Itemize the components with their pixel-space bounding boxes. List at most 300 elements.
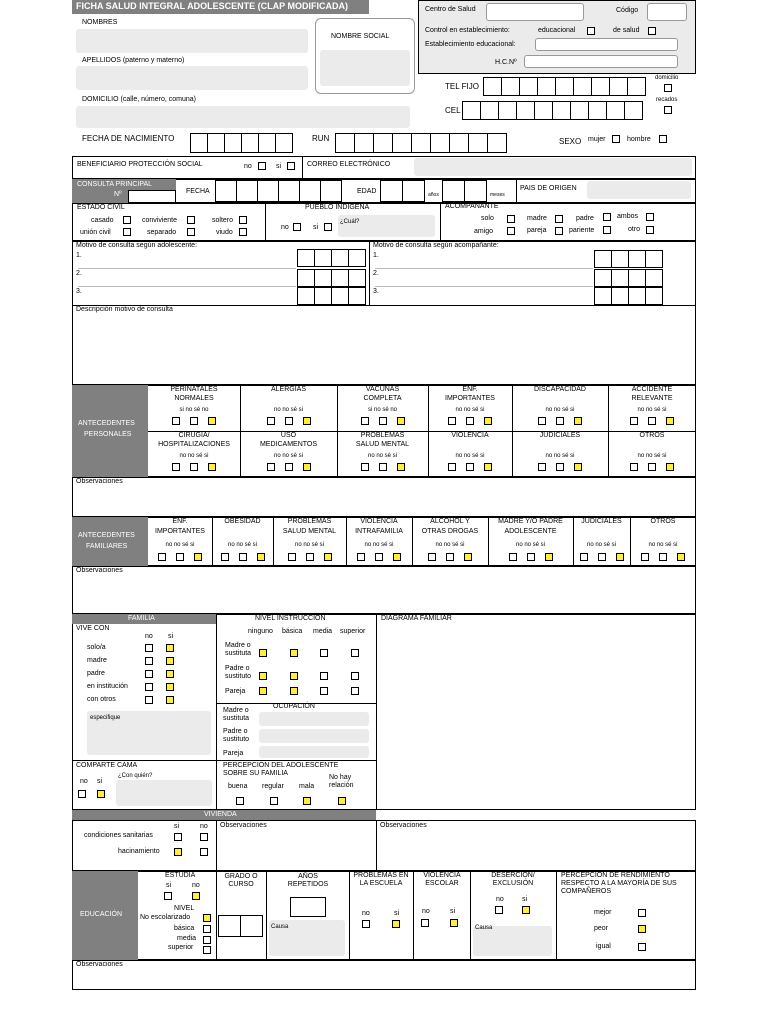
ap-item-2-subtitle: COMPLETA: [363, 395, 402, 402]
sexo-label: SEXO: [559, 137, 582, 146]
educacional-label: educacional: [538, 27, 576, 34]
ap-item-9-option-0-checkbox[interactable]: [448, 463, 456, 471]
mujer-label: mujer: [588, 136, 606, 143]
ap-item-3-options: no no sé si: [455, 407, 485, 413]
control-label: Control en establecimiento:: [425, 27, 510, 34]
ap-item-5-subtitle: RELEVANTE: [631, 395, 673, 402]
acomp-otro-label: otro: [628, 226, 641, 233]
domicilio-field[interactable]: [76, 106, 410, 128]
vive-con-row-2-si-checkbox[interactable]: [166, 670, 174, 678]
hcn-label: H.C.Nº: [495, 59, 517, 66]
af-item-2-option-0-checkbox[interactable]: [288, 553, 296, 561]
acomp-madre-label: madre: [527, 215, 547, 222]
prob-no-label: no: [362, 910, 370, 917]
af-item-1-option-0-checkbox[interactable]: [221, 553, 229, 561]
af-item-7-option-0-checkbox[interactable]: [641, 553, 649, 561]
ap-item-4-option-0-checkbox[interactable]: [538, 417, 546, 425]
hacinamiento-label: hacinamiento: [118, 848, 160, 855]
ocup-padre-label: Padre o sustituto: [223, 728, 250, 743]
no-hay-label: No hay relación: [329, 774, 354, 789]
motivo-ad-1-code[interactable]: [297, 249, 367, 267]
hacinamiento-no-checkbox[interactable]: [200, 848, 208, 856]
ap-item-11-title: OTROS: [639, 432, 665, 439]
prob-si-checkbox[interactable]: [392, 920, 400, 928]
domicilio-small-label: domicilio: [655, 75, 679, 81]
af-item-0-title: ENF.: [172, 518, 188, 525]
familia-title: FAMILIA: [128, 615, 155, 622]
acomp-pareja-checkbox[interactable]: [555, 227, 563, 235]
ap-item-4-option-2-checkbox[interactable]: [574, 417, 582, 425]
ap-item-6-option-2-checkbox[interactable]: [208, 463, 216, 471]
pueblo-no-checkbox[interactable]: [293, 223, 301, 231]
padre-sustituto-label: Padre o sustituto: [225, 665, 252, 680]
af-item-5-option-1-checkbox[interactable]: [527, 553, 535, 561]
af-item-5-title: MADRE Y/O PADRE: [498, 518, 563, 525]
ocupacion-label: OCUPACIÓN: [273, 703, 315, 710]
casado-label: casado: [91, 217, 114, 224]
vive-con-row-3-no-checkbox[interactable]: [145, 683, 153, 691]
ap-item-3-option-1-checkbox[interactable]: [466, 417, 474, 425]
nombres-field[interactable]: [76, 29, 308, 53]
ap-item-1-option-0-checkbox[interactable]: [267, 417, 275, 425]
pueblo-no-label: no: [281, 224, 289, 231]
ap-item-11-options: no no sé si: [637, 453, 667, 459]
ap-item-1-option-2-checkbox[interactable]: [303, 417, 311, 425]
edu-basica-checkbox[interactable]: [203, 925, 211, 933]
nivel-media: media: [313, 628, 333, 635]
ap-item-3-subtitle: IMPORTANTES: [445, 395, 495, 402]
acomp-ambos-checkbox[interactable]: [646, 213, 654, 221]
ap-item-9-option-2-checkbox[interactable]: [484, 463, 492, 471]
ap-item-8-option-1-checkbox[interactable]: [379, 463, 387, 471]
acomp-padre-checkbox[interactable]: [603, 213, 611, 221]
af-item-0-option-2-checkbox[interactable]: [194, 553, 202, 561]
obs-educacion-label: Observaciones: [76, 961, 123, 968]
union-civil-label: unión civil: [80, 229, 111, 236]
viv-no-header: no: [200, 823, 208, 830]
af-item-2-subtitle: SALUD MENTAL: [282, 528, 337, 535]
fecha-field[interactable]: [215, 180, 345, 202]
motivo-ac-2-label: 2.: [373, 270, 379, 277]
af-item-6-title: JUDICIALES: [581, 518, 622, 525]
vive-con-row-1-si-checkbox[interactable]: [166, 657, 174, 665]
ap-item-7-options: no no sé si: [273, 453, 304, 459]
estado-civil-label: ESTADO CIVIL: [77, 204, 125, 211]
nivel-row-1-col-3-checkbox[interactable]: [351, 672, 359, 680]
regular-label: regular: [262, 783, 284, 790]
viol-si-checkbox[interactable]: [450, 919, 458, 927]
ap-item-3-option-0-checkbox[interactable]: [448, 417, 456, 425]
ap-item-5-option-1-checkbox[interactable]: [648, 417, 656, 425]
beneficiario-no-checkbox[interactable]: [258, 162, 266, 170]
percepcion-rend-label: PERCEPCIÓN DE RENDIMIENTO RESPECTO A LA MAYORÍA DE SUS COMPAÑEROS: [561, 872, 677, 895]
educacion-title: EDUCACIÓN: [80, 911, 123, 918]
acomp-madre-checkbox[interactable]: [555, 215, 563, 223]
motivo-ac-1-label: 1.: [373, 252, 379, 259]
nivel-row-0-col-2-checkbox[interactable]: [320, 649, 328, 657]
cel-label: CEL: [445, 106, 461, 115]
apellidos-label: APELLIDOS (paterno y materno): [82, 57, 185, 64]
condiciones-no-checkbox[interactable]: [200, 833, 208, 841]
vive-con-row-1-no-checkbox[interactable]: [145, 657, 153, 665]
recados-checkbox[interactable]: [664, 106, 672, 114]
af-item-1-options: no no sé si: [227, 542, 258, 548]
ap-item-7-option-2-checkbox[interactable]: [303, 463, 311, 471]
condiciones-label: condiciones sanitarias: [84, 832, 153, 839]
acomp-pariente-label: pariente: [569, 227, 595, 234]
af-item-4-option-1-checkbox[interactable]: [446, 553, 454, 561]
viudo-checkbox[interactable]: [239, 228, 247, 236]
edu-media-label: media: [177, 935, 197, 942]
af-item-3-subtitle: INTRAFAMILIA: [355, 528, 403, 535]
madre-sustituta-label: Madre o sustituta: [225, 642, 252, 657]
des-si-label: si: [522, 896, 528, 903]
prob-si-label: si: [394, 910, 400, 917]
apellidos-field[interactable]: [76, 66, 308, 90]
cama-no-checkbox[interactable]: [78, 790, 86, 798]
con-quien-field[interactable]: [116, 780, 212, 806]
af-item-1-option-1-checkbox[interactable]: [239, 553, 247, 561]
edu-media-checkbox[interactable]: [203, 936, 211, 944]
af-item-6-option-0-checkbox[interactable]: [580, 553, 588, 561]
acomp-pariente-checkbox[interactable]: [603, 226, 611, 234]
ap-item-4-title: DISCAPACIDAD: [534, 386, 586, 393]
nivel-row-0-col-1-checkbox[interactable]: [290, 649, 298, 657]
edu-basica-label: básica: [174, 925, 195, 932]
ap-item-0-option-2-checkbox[interactable]: [208, 417, 216, 425]
motivo-ad-2-code[interactable]: [297, 269, 367, 287]
vive-con-row-0-si-checkbox[interactable]: [166, 644, 174, 652]
beneficiario-si-checkbox[interactable]: [287, 162, 295, 170]
anos-repetidos-field[interactable]: [290, 897, 326, 917]
ap-item-10-option-0-checkbox[interactable]: [538, 463, 546, 471]
est-educacional-field[interactable]: [535, 38, 678, 51]
viol-no-label: no: [422, 908, 430, 915]
af-item-0-options: no no sé si: [165, 542, 195, 548]
edu-superior-label: superior: [168, 944, 194, 951]
no-escolarizado-label: No escolarizado: [140, 914, 191, 921]
mejor-label: mejor: [594, 909, 612, 916]
motivo-ad-3-label: 3.: [76, 288, 82, 295]
ap-item-9-title: VIOLENCIA: [451, 432, 489, 439]
cel-field[interactable]: [462, 101, 653, 120]
ap-item-6-title: CIRUGIA/: [178, 432, 210, 439]
nivel-row-1-col-0-checkbox[interactable]: [259, 672, 267, 680]
nivel-row-2-col-1-checkbox[interactable]: [290, 687, 298, 695]
ap-item-3-title: ENF.: [462, 386, 478, 393]
vive-con-label: VIVE CON: [76, 625, 110, 632]
ap-item-5-option-0-checkbox[interactable]: [630, 417, 638, 425]
vive-con-row-0-label: solo/a: [87, 644, 106, 651]
prob-no-checkbox[interactable]: [362, 920, 370, 928]
igual-checkbox[interactable]: [638, 943, 646, 951]
estudia-no-label: no: [192, 882, 200, 889]
violencia-escolar-label: VIOLENCIA ESCOLAR: [423, 872, 461, 887]
ap-item-8-option-2-checkbox[interactable]: [397, 463, 405, 471]
pais-origen-field[interactable]: [587, 181, 691, 199]
separado-label: separado: [147, 229, 177, 236]
meses-label: meses: [490, 192, 505, 198]
af-item-2-options: no no sé si: [294, 542, 325, 548]
ap-item-5-option-2-checkbox[interactable]: [666, 417, 674, 425]
mujer-checkbox[interactable]: [612, 135, 620, 143]
ap-item-2-option-2-checkbox[interactable]: [397, 417, 405, 425]
vive-con-row-2-no-checkbox[interactable]: [145, 670, 153, 678]
conviviente-label: conviviente: [142, 217, 178, 224]
cama-si-checkbox[interactable]: [97, 790, 105, 798]
viol-si-label: si: [450, 908, 456, 915]
af-item-4-option-2-checkbox[interactable]: [464, 553, 472, 561]
vive-con-row-4-no-checkbox[interactable]: [145, 696, 153, 704]
ap-item-10-option-1-checkbox[interactable]: [556, 463, 564, 471]
form-title-bar: [72, 0, 369, 14]
acomp-ambos-label: ambos: [617, 213, 639, 220]
des-no-label: no: [496, 896, 504, 903]
acomp-amigo-checkbox[interactable]: [507, 227, 515, 235]
obs-educacion-field[interactable]: [72, 960, 696, 990]
condiciones-si-checkbox[interactable]: [174, 833, 182, 841]
edad-meses-field[interactable]: [442, 180, 488, 202]
descripcion-field[interactable]: [72, 305, 696, 385]
acomp-padre-label: padre: [576, 215, 594, 222]
no-hay-checkbox[interactable]: [338, 797, 346, 805]
nombre-social-field[interactable]: [320, 50, 410, 86]
nombre-social-label: NOMBRE SOCIAL: [331, 33, 390, 40]
mala-checkbox[interactable]: [303, 797, 311, 805]
af-item-4-option-0-checkbox[interactable]: [428, 553, 436, 561]
hcn-field[interactable]: [524, 55, 678, 68]
hacinamiento-si-checkbox[interactable]: [174, 848, 182, 856]
hombre-checkbox[interactable]: [659, 135, 667, 143]
edu-superior-checkbox[interactable]: [203, 946, 211, 954]
ap-item-11-option-0-checkbox[interactable]: [630, 463, 638, 471]
mejor-checkbox[interactable]: [638, 909, 646, 917]
ap-item-0-option-0-checkbox[interactable]: [172, 417, 180, 425]
ap-item-6-option-1-checkbox[interactable]: [190, 463, 198, 471]
nivel-basica: básica: [282, 628, 303, 635]
af-item-7-option-2-checkbox[interactable]: [677, 553, 685, 561]
tel-fijo-field[interactable]: [483, 77, 653, 96]
union-civil-checkbox[interactable]: [123, 228, 131, 236]
no-escolarizado-checkbox[interactable]: [203, 914, 211, 922]
pueblo-si-label: si: [313, 224, 319, 231]
run-field[interactable]: [335, 133, 525, 153]
descripcion-label: Descripción motivo de consulta: [76, 306, 173, 313]
des-si-checkbox[interactable]: [522, 906, 530, 914]
af-item-1-title: OBESIDAD: [224, 518, 261, 525]
correo-field[interactable]: [414, 158, 692, 176]
des-no-checkbox[interactable]: [495, 906, 503, 914]
peor-checkbox[interactable]: [638, 925, 646, 933]
vive-con-row-3-si-checkbox[interactable]: [166, 683, 174, 691]
edad-anos-field[interactable]: [380, 180, 426, 202]
buena-checkbox[interactable]: [236, 797, 244, 805]
ocup-madre-label: Madre o sustituta: [223, 707, 250, 722]
af-item-7-title: OTROS: [650, 518, 676, 525]
desercion-label: DESERCIÓN/ EXCLUSIÓN: [491, 872, 535, 887]
fecha-nacimiento-field[interactable]: [190, 133, 300, 153]
centro-salud-field[interactable]: [486, 3, 584, 21]
ap-item-6-option-0-checkbox[interactable]: [172, 463, 180, 471]
vive-no-header: no: [145, 633, 153, 640]
separado-checkbox[interactable]: [187, 228, 195, 236]
educacional-checkbox[interactable]: [587, 27, 595, 35]
ap-item-2-options: si no sé no: [367, 407, 398, 413]
nivel-row-2-col-0-checkbox[interactable]: [259, 687, 267, 695]
acomp-solo-checkbox[interactable]: [507, 215, 515, 223]
af-item-4-subtitle: OTRAS DROGAS: [421, 528, 479, 535]
problemas-escuela-label: PROBLEMAS EN LA ESCUELA: [353, 872, 409, 887]
vivienda-obs-2: Observaciones: [380, 822, 427, 829]
ap-item-11-option-1-checkbox[interactable]: [648, 463, 656, 471]
viudo-label: viudo: [216, 229, 233, 236]
ocup-pareja-field[interactable]: [259, 746, 369, 758]
pueblo-indigena-label: PUEBLO INDIGENA: [305, 204, 370, 211]
run-label: RUN: [312, 134, 330, 143]
ap-item-7-option-0-checkbox[interactable]: [267, 463, 275, 471]
estudia-label: ESTUDIA: [165, 872, 196, 879]
nivel-row-1-col-2-checkbox[interactable]: [320, 672, 328, 680]
ap-item-0-option-1-checkbox[interactable]: [190, 417, 198, 425]
af-item-5-option-2-checkbox[interactable]: [545, 553, 553, 561]
con-quien-label: ¿Con quién?: [118, 773, 153, 779]
af-item-7-options: no no sé si: [648, 542, 678, 548]
peor-label: peor: [594, 925, 609, 932]
motivo-ac-2-code[interactable]: [594, 269, 664, 287]
af-item-6-option-1-checkbox[interactable]: [598, 553, 606, 561]
ap-item-10-title: JUDICIALES: [539, 432, 581, 439]
af-item-7-option-1-checkbox[interactable]: [659, 553, 667, 561]
ocup-padre-field[interactable]: [259, 729, 369, 743]
anos-label: años: [428, 192, 439, 198]
ocup-pareja-label: Pareja: [223, 750, 244, 757]
especifique-label: especifique: [90, 715, 121, 721]
af-item-2-title: PROBLEMAS: [287, 518, 332, 525]
ap-item-8-options: no no sé si: [367, 453, 398, 459]
nivel-row-1-col-1-checkbox[interactable]: [290, 672, 298, 680]
ap-item-9-option-1-checkbox[interactable]: [466, 463, 474, 471]
obs-familiares-field[interactable]: [72, 566, 696, 614]
ap-item-6-subtitle: HOSPITALIZACIONES: [158, 441, 230, 448]
af-item-0-option-0-checkbox[interactable]: [158, 553, 166, 561]
ap-item-7-option-1-checkbox[interactable]: [285, 463, 293, 471]
motivo-ad-3-code[interactable]: [297, 287, 367, 305]
casado-checkbox[interactable]: [123, 216, 131, 224]
obs-personales-label: Observaciones: [76, 478, 123, 485]
acomp-amigo-label: amigo: [474, 228, 494, 235]
ap-item-9-options: no no sé si: [455, 453, 485, 459]
domicilio-label: DOMICILIO (calle, número, comuna): [82, 96, 196, 103]
beneficiario-no-label: no: [244, 163, 252, 170]
viol-no-checkbox[interactable]: [421, 919, 429, 927]
motivo-ac-1-code[interactable]: [594, 250, 664, 268]
ocup-madre-field[interactable]: [259, 712, 369, 726]
ap-item-4-option-1-checkbox[interactable]: [556, 417, 564, 425]
tel-fijo-label: TEL FIJO: [445, 82, 479, 91]
ap-item-1-options: no no sé si: [273, 407, 304, 413]
ap-item-2-option-0-checkbox[interactable]: [361, 417, 369, 425]
af-item-6-option-2-checkbox[interactable]: [616, 553, 624, 561]
nivel-row-2-col-2-checkbox[interactable]: [320, 687, 328, 695]
viv-si-header: si: [174, 823, 180, 830]
ap-item-5-options: no no sé si: [637, 407, 667, 413]
ap-item-11-option-2-checkbox[interactable]: [666, 463, 674, 471]
consulta-principal-label: CONSULTA PRINCIPAL: [77, 181, 153, 188]
ap-item-10-option-2-checkbox[interactable]: [574, 463, 582, 471]
af-item-0-option-1-checkbox[interactable]: [176, 553, 184, 561]
nivel-row-2-col-3-checkbox[interactable]: [351, 687, 359, 695]
ap-item-8-option-0-checkbox[interactable]: [361, 463, 369, 471]
causa-desercion-label: Causa: [475, 925, 493, 931]
af-item-1-option-2-checkbox[interactable]: [257, 553, 265, 561]
nombres-label: NOMBRES: [82, 19, 118, 26]
motivo-ac-3-code[interactable]: [594, 287, 664, 305]
estudia-si-checkbox[interactable]: [164, 892, 172, 900]
cama-si-label: si: [97, 778, 103, 785]
obs-personales-field[interactable]: [72, 477, 696, 517]
ap-item-1-option-1-checkbox[interactable]: [285, 417, 293, 425]
af-item-3-option-2-checkbox[interactable]: [393, 553, 401, 561]
vive-con-row-4-si-checkbox[interactable]: [166, 696, 174, 704]
ap-item-1-title: ALERGIAS: [270, 386, 306, 393]
tel-domicilio-checkbox[interactable]: [664, 84, 672, 92]
pueblo-si-checkbox[interactable]: [324, 223, 332, 231]
codigo-field[interactable]: [647, 3, 687, 21]
ap-item-8-subtitle: SALUD MENTAL: [355, 441, 410, 448]
ap-item-4-options: no no sé si: [545, 407, 575, 413]
estudia-no-checkbox[interactable]: [192, 892, 200, 900]
de-salud-checkbox[interactable]: [648, 27, 656, 35]
comparte-cama-label: COMPARTE CAMA: [76, 762, 138, 769]
af-item-3-option-0-checkbox[interactable]: [357, 553, 365, 561]
af-item-3-title: VIOLENCIA: [360, 518, 398, 525]
af-item-2-option-2-checkbox[interactable]: [324, 553, 332, 561]
acomp-pareja-label: pareja: [527, 227, 547, 234]
de-salud-label: de salud: [613, 27, 640, 34]
consulta-n-label: Nº: [114, 191, 122, 198]
grado-field[interactable]: [218, 915, 264, 937]
form-title: FICHA SALUD INTEGRAL ADOLESCENTE (CLAP MODIFICADA): [76, 1, 348, 11]
consulta-n-field[interactable]: [128, 190, 176, 203]
vive-con-row-0-no-checkbox[interactable]: [145, 644, 153, 652]
ap-item-0-subtitle: NORMALES: [174, 395, 214, 402]
af-item-3-option-1-checkbox[interactable]: [375, 553, 383, 561]
ap-item-2-option-1-checkbox[interactable]: [379, 417, 387, 425]
beneficiario-label: BENEFICIARIO PROTECCIÓN SOCIAL: [77, 161, 203, 168]
motivo-ac-3-label: 3.: [373, 288, 379, 295]
af-item-6-options: no no sé si: [586, 542, 617, 548]
motivo-ad-1-label: 1.: [76, 252, 82, 259]
soltero-checkbox[interactable]: [239, 216, 247, 224]
nivel-row-0-col-3-checkbox[interactable]: [351, 649, 359, 657]
soltero-label: soltero: [212, 217, 234, 224]
af-item-2-option-1-checkbox[interactable]: [306, 553, 314, 561]
af-item-5-option-0-checkbox[interactable]: [509, 553, 517, 561]
obs-familiares-label: Observaciones: [76, 567, 123, 574]
regular-checkbox[interactable]: [270, 797, 278, 805]
nivel-instruccion-label: NIVEL INSTRUCCIÓN: [255, 615, 326, 622]
codigo-label: Código: [616, 7, 639, 14]
estudia-si-label: si: [166, 882, 172, 889]
conviviente-checkbox[interactable]: [187, 216, 195, 224]
nivel-row-0-col-0-checkbox[interactable]: [259, 649, 267, 657]
nivel-ninguno: ninguno: [248, 628, 273, 635]
pareja-label: Pareja: [225, 688, 246, 695]
acomp-otro-checkbox[interactable]: [646, 226, 654, 234]
ap-item-3-option-2-checkbox[interactable]: [484, 417, 492, 425]
igual-label: igual: [596, 943, 611, 950]
nivel-label: NIVEL: [174, 905, 195, 912]
